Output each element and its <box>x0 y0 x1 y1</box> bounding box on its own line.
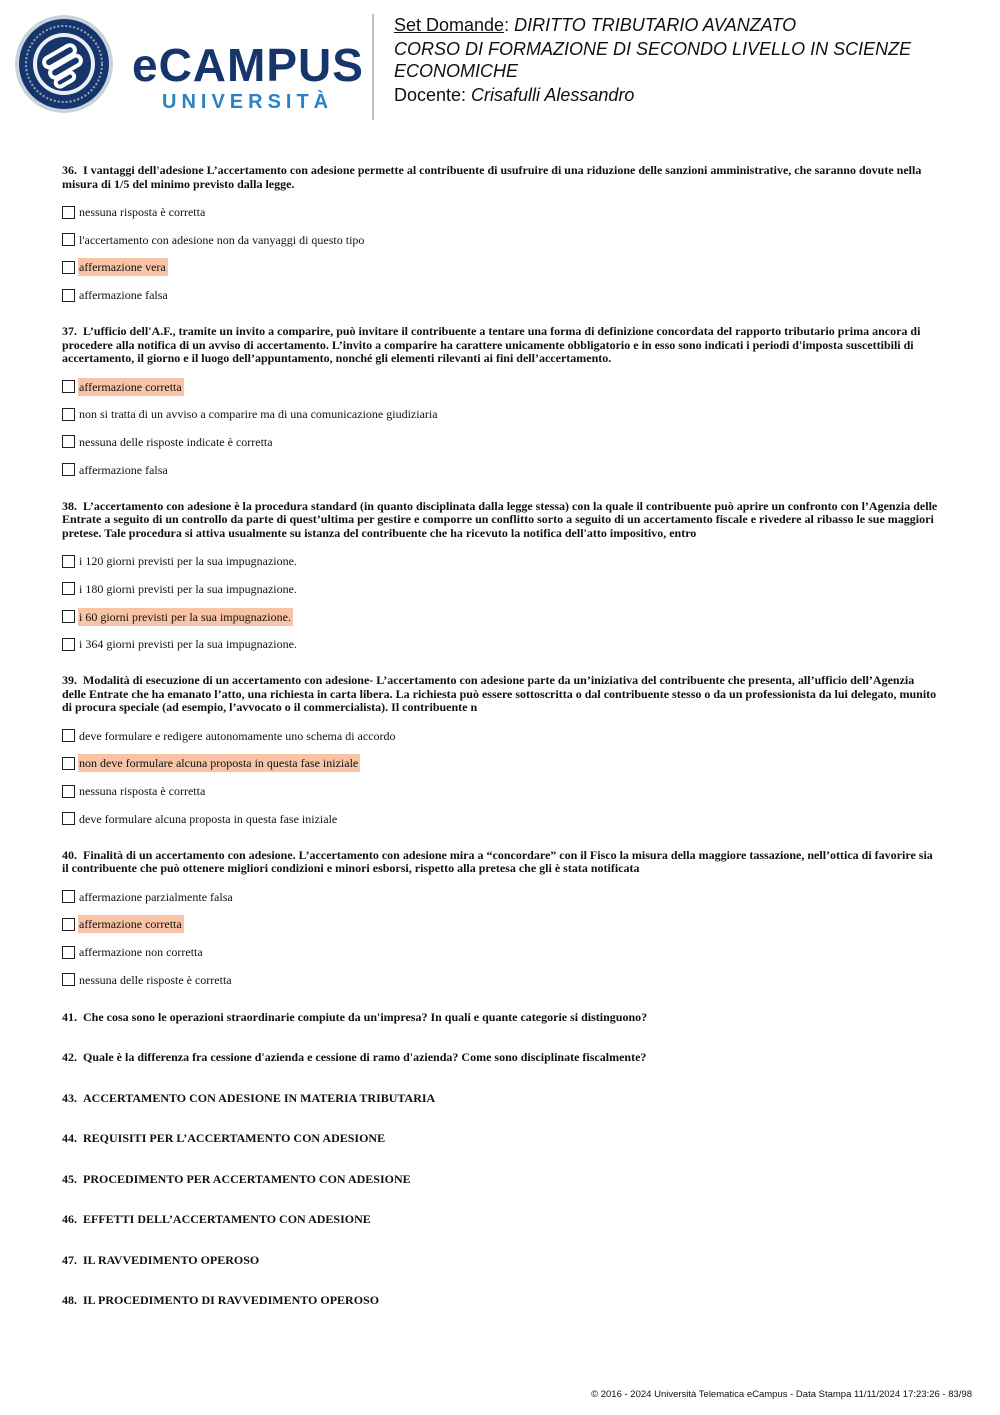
question-body: IL RAVVEDIMENTO OPEROSO <box>83 1252 260 1267</box>
set-label: Set Domande <box>394 15 505 35</box>
questions-list <box>62 164 940 1334</box>
answer-label-correct: non deve formulare alcuna proposta in questa fase iniziale <box>79 756 359 771</box>
question-text <box>62 500 940 541</box>
university-seal-icon <box>14 14 114 114</box>
checkbox-icon[interactable] <box>62 555 75 568</box>
answer-label: i 364 giorni previsti per la sua impugnazione. <box>79 637 297 652</box>
course-title: DIRITTO TRIBUTARIO AVANZATO <box>514 15 797 35</box>
answer-option[interactable] <box>62 433 940 451</box>
question-body: IL PROCEDIMENTO DI RAVVEDIMENTO OPEROSO <box>83 1293 380 1308</box>
answer-option[interactable] <box>62 378 940 396</box>
question-number: 39. <box>62 673 77 688</box>
answer-label: l'accertamento con adesione non da vanyaggi di questo tipo <box>79 232 365 247</box>
ecampus-logo <box>14 14 364 114</box>
answer-option[interactable] <box>62 810 940 828</box>
question-number: 44. <box>62 1131 77 1146</box>
logo-wordmark: eCAMPUS <box>132 39 364 91</box>
checkbox-icon[interactable] <box>62 435 75 448</box>
answer-option[interactable] <box>62 754 940 772</box>
answer-label-correct: i 60 giorni previsti per la sua impugnazione. <box>79 609 291 624</box>
question-body: Finalità di un accertamento con adesione. L’accertamento con adesione mira a “concordare” con il Fisco la misura della maggiore tassazione, nell’ottica di favorire sia il contribuente che può ottenere migliori condizioni e minori esborsi, rispetto alla pretesa che gli è stata notificata <box>62 847 933 876</box>
question-body: Modalità di esecuzione di un accertamento con adesione- L’accertamento con adesione parte da un’iniziativa del contribuente che presenta, all’ufficio dell’Agenzia delle Entrate che ha emanato l’atto, una richiesta in carta libera. La richiesta può essere sottoscritta o dal contribuente stesso o da un professionista da lui delegato, munito di procura speciale (ad esempio, l’avvocato o il commercialista). Il contribuente n <box>62 673 937 715</box>
open-question <box>62 1293 940 1307</box>
answer-option[interactable] <box>62 608 940 626</box>
docente-name: Crisafulli Alessandro <box>471 85 635 105</box>
answer-label: i 120 giorni previsti per la sua impugnazione. <box>79 554 297 569</box>
answer-label-correct: affermazione corretta <box>79 917 182 932</box>
question-number: 42. <box>62 1050 77 1065</box>
answer-option[interactable] <box>62 635 940 653</box>
checkbox-icon[interactable] <box>62 946 75 959</box>
docente-line <box>394 84 974 106</box>
question-text <box>62 164 940 191</box>
set-line <box>394 14 974 36</box>
checkbox-icon[interactable] <box>62 890 75 903</box>
question-item <box>62 164 940 304</box>
answer-option[interactable] <box>62 580 940 598</box>
question-number: 45. <box>62 1171 77 1186</box>
question-body: I vantaggi dell'adesione L’accertamento con adesione permette al contribuente di usufruire di una riduzione delle sanzioni amministrative, che saranno dovute nella misura di 1/5 del minimo previsto dalla legge. <box>62 163 922 191</box>
question-number: 47. <box>62 1252 77 1267</box>
checkbox-icon[interactable] <box>62 463 75 476</box>
answer-label: nessuna delle risposte indicate è corretta <box>79 434 273 449</box>
open-question <box>62 1131 940 1145</box>
course-subtitle: CORSO DI FORMAZIONE DI SECONDO LIVELLO IN SCIENZE ECONOMICHE <box>394 39 912 81</box>
question-item <box>62 674 940 828</box>
docente-label: Docente: <box>394 85 472 105</box>
answer-label: affermazione falsa <box>79 462 168 477</box>
question-body: L’ufficio dell'A.F., tramite un invito a comparire, può invitare il contribuente a tentare una forma di definizione concordata del rapporto tributario prima ancora di procedere alla notifica di un avviso di accertamento. L’invito a comparire ha carattere unicamente obbligatorio e in esso sono indicati i periodi d'imposta suscettibili di accertamento, il giorno e il luogo dell’appuntamento, nonché gli elementi rilevanti ai fini dell’accertamento. <box>62 324 921 366</box>
checkbox-icon[interactable] <box>62 973 75 986</box>
question-number: 41. <box>62 1009 77 1024</box>
question-number: 38. <box>62 498 77 513</box>
logo-subtitle: UNIVERSITÀ <box>162 91 334 113</box>
checkbox-icon[interactable] <box>62 582 75 595</box>
answer-label: i 180 giorni previsti per la sua impugnazione. <box>79 581 297 596</box>
answer-label-correct: affermazione vera <box>79 260 166 275</box>
open-question <box>62 1010 940 1024</box>
answer-label: nessuna risposta è corretta <box>79 784 206 799</box>
question-number: 36. <box>62 163 77 177</box>
checkbox-icon[interactable] <box>62 206 75 219</box>
question-body: ACCERTAMENTO CON ADESIONE IN MATERIA TRIBUTARIA <box>83 1090 436 1105</box>
checkbox-icon[interactable] <box>62 757 75 770</box>
checkbox-icon[interactable] <box>62 233 75 246</box>
checkbox-icon[interactable] <box>62 380 75 393</box>
question-body: Che cosa sono le operazioni straordinarie compiute da un'impresa? In quali e quante categorie si distinguono? <box>83 1009 648 1024</box>
question-item <box>62 849 940 989</box>
open-question <box>62 1253 940 1267</box>
answer-label: affermazione falsa <box>79 288 168 303</box>
checkbox-icon[interactable] <box>62 408 75 421</box>
checkbox-icon[interactable] <box>62 289 75 302</box>
question-number: 40. <box>62 847 77 862</box>
header-divider <box>372 14 374 120</box>
answer-option[interactable] <box>62 782 940 800</box>
answer-label: affermazione non corretta <box>79 945 203 960</box>
checkbox-icon[interactable] <box>62 785 75 798</box>
page-footer: © 2016 - 2024 Università Telematica eCampus - Data Stampa 11/11/2024 17:23:26 - 83/98 <box>591 1389 972 1400</box>
answer-option[interactable] <box>62 405 940 423</box>
question-body: L’accertamento con adesione è la procedura standard (in quanto disciplinata dalla legge stessa) con la quale il contribuente può aprire un confronto con l’Agenzia delle Entrate a seguito di un controllo da parte di quest’ultima per gestire e comporre un conflitto sorto a seguito di un accertamento fiscale e rivedere al ribasso le sue maggiori pretese. Tale procedura si attiva usualmente su istanza del contribuente che ha ricevuto la notifica dell'atto impositivo, entro <box>62 498 938 540</box>
checkbox-icon[interactable] <box>62 918 75 931</box>
question-text <box>62 849 940 876</box>
answer-option[interactable] <box>62 461 940 479</box>
answer-label: nessuna delle risposte è corretta <box>79 972 232 987</box>
answer-option[interactable] <box>62 203 940 221</box>
question-number: 43. <box>62 1090 77 1105</box>
answer-label: deve formulare e redigere autonomamente uno schema di accordo <box>79 728 396 743</box>
question-body: Quale è la differenza fra cessione d'azienda e cessione di ramo d'azienda? Come sono disciplinate fiscalmente? <box>83 1050 647 1065</box>
question-text <box>62 325 940 366</box>
question-number: 37. <box>62 324 77 339</box>
answer-label: non si tratta di un avviso a comparire ma di una comunicazione giudiziaria <box>79 407 438 422</box>
answer-label: deve formulare alcuna proposta in questa fase iniziale <box>79 811 338 826</box>
checkbox-icon[interactable] <box>62 729 75 742</box>
question-number: 46. <box>62 1212 77 1227</box>
checkbox-icon[interactable] <box>62 812 75 825</box>
open-question <box>62 1050 940 1064</box>
answer-label: nessuna risposta è corretta <box>79 205 206 219</box>
question-body: EFFETTI DELL’ACCERTAMENTO CON ADESIONE <box>83 1212 371 1227</box>
checkbox-icon[interactable] <box>62 261 75 274</box>
answer-label-correct: affermazione corretta <box>79 379 182 394</box>
answer-option[interactable] <box>62 943 940 961</box>
question-number: 48. <box>62 1293 77 1308</box>
set-separator: : <box>504 15 515 35</box>
page-header <box>0 0 1000 130</box>
answer-option[interactable] <box>62 231 940 249</box>
open-question <box>62 1172 940 1186</box>
question-body: REQUISITI PER L’ACCERTAMENTO CON ADESIONE <box>83 1131 386 1146</box>
answer-option[interactable] <box>62 888 940 906</box>
course-info <box>394 14 974 108</box>
answer-option[interactable] <box>62 915 940 933</box>
answer-label: affermazione parzialmente falsa <box>79 889 233 904</box>
answer-option[interactable] <box>62 552 940 570</box>
answer-option[interactable] <box>62 258 940 276</box>
question-body: PROCEDIMENTO PER ACCERTAMENTO CON ADESIONE <box>83 1171 411 1186</box>
question-item <box>62 325 940 479</box>
checkbox-icon[interactable] <box>62 610 75 623</box>
open-question <box>62 1212 940 1226</box>
answer-option[interactable] <box>62 971 940 989</box>
answer-option[interactable] <box>62 286 940 304</box>
question-text <box>62 674 940 715</box>
open-question <box>62 1091 940 1105</box>
question-item <box>62 500 940 654</box>
answer-option[interactable] <box>62 727 940 745</box>
checkbox-icon[interactable] <box>62 638 75 651</box>
